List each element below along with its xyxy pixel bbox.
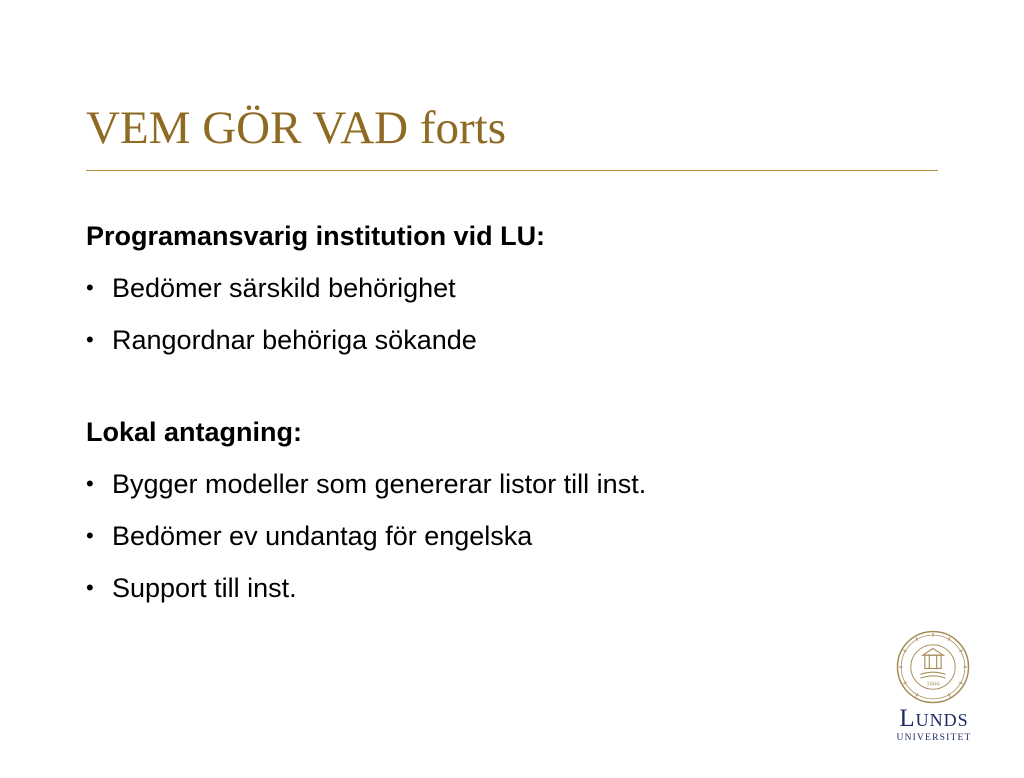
bullet-item (86, 518, 886, 554)
slide-body (86, 218, 886, 622)
bullet-text: Bedömer särskild behörighet (112, 273, 456, 303)
university-wordmark (884, 706, 984, 744)
slide-title: VEM GÖR VAD forts (86, 102, 506, 154)
section-heading: Lokal antagning: (86, 417, 302, 447)
bullet-text: Support till inst. (112, 573, 297, 603)
bullet-icon: • (86, 575, 94, 600)
bullet-text: Bedömer ev undantag för engelska (112, 521, 533, 551)
bullet-item (86, 570, 886, 606)
university-subtitle: UNIVERSITET (896, 733, 972, 743)
university-name: Lunds (899, 705, 969, 732)
section-heading: Programansvarig institution vid LU: (86, 221, 546, 251)
bullet-item (86, 466, 886, 502)
bullet-item (86, 270, 886, 306)
bullet-text: Bygger modeller som genererar listor till inst. (112, 469, 647, 499)
section-spacer (86, 374, 886, 414)
bullet-item (86, 322, 886, 358)
bullet-icon: • (86, 471, 94, 496)
bullet-icon: • (86, 275, 94, 300)
bullet-text: Rangordnar behöriga sökande (112, 325, 477, 355)
bullet-icon: • (86, 523, 94, 548)
seal-year: 1666 (926, 680, 940, 688)
bullet-icon: • (86, 327, 94, 352)
university-seal-icon (896, 630, 970, 704)
title-divider (86, 170, 938, 171)
university-logo (884, 628, 984, 748)
